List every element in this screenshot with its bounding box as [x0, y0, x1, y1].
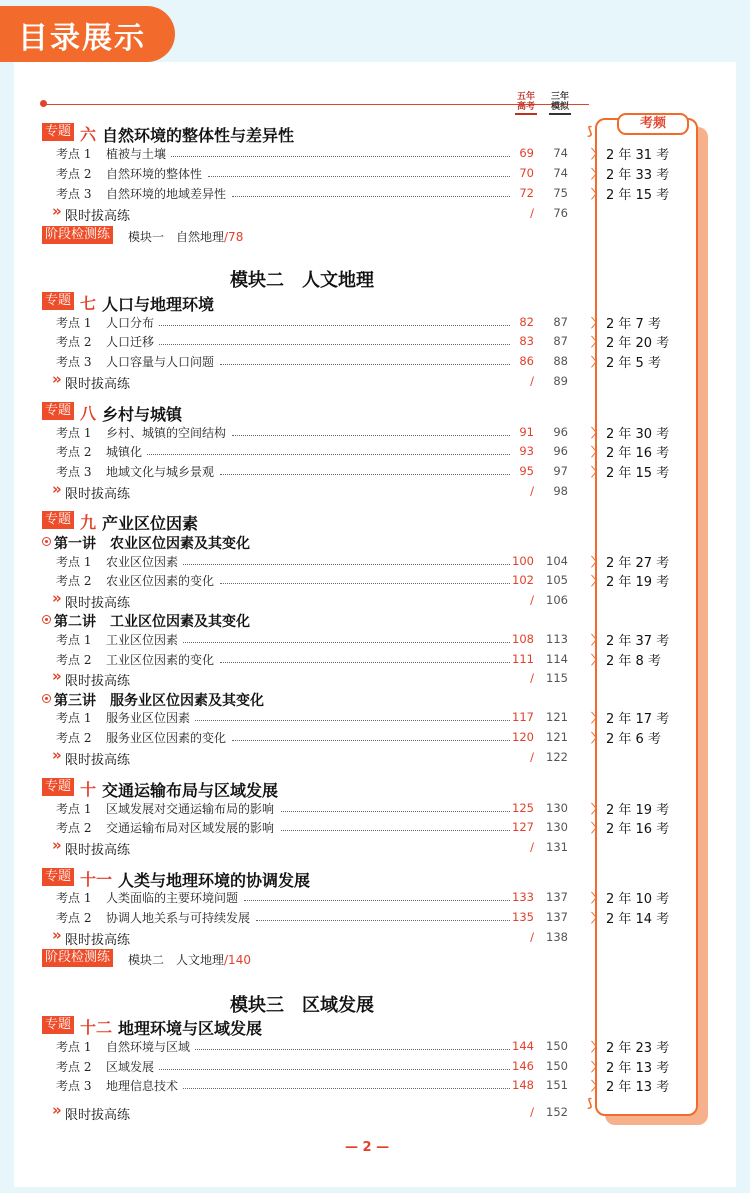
practice-label[interactable]: 限时拔高练 [65, 933, 131, 948]
five-year-page: / [530, 750, 534, 764]
leader-dots [220, 474, 510, 475]
leader-dots [281, 830, 510, 831]
three-year-page[interactable]: 138 [546, 930, 568, 944]
chapter-number: 十二 [80, 1018, 113, 1037]
topic-label: 考点 3 [56, 187, 92, 201]
leader-dots [220, 583, 510, 584]
frequency-count: 2 年 13 考 [606, 1061, 670, 1076]
freq-arrow-icon: 〉 [591, 802, 604, 816]
practice-label[interactable]: 限时拔高练 [65, 843, 131, 858]
topic-label: 考点 1 [56, 1040, 92, 1054]
frequency-count: 2 年 19 考 [606, 803, 670, 818]
practice-label[interactable]: 限时拔高练 [65, 1108, 131, 1123]
three-year-page[interactable]: 87 [553, 334, 568, 348]
practice-label[interactable]: 限时拔高练 [65, 674, 131, 689]
stage-test[interactable] [128, 228, 243, 245]
topic-name[interactable]: 交通运输布局对区域发展的影响 [106, 821, 275, 835]
frequency-count: 2 年 7 考 [606, 317, 661, 332]
topic-name[interactable]: 自然环境的整体性 [106, 167, 203, 181]
double-arrow-icon: » [52, 589, 62, 607]
chapter-badge-label: 专题 [45, 1017, 72, 1032]
five-year-page[interactable]: 95 [519, 464, 534, 478]
chapter-badge [42, 292, 74, 310]
three-year-page[interactable]: 88 [553, 354, 568, 368]
frequency-count: 2 年 15 考 [606, 188, 670, 203]
leader-dots [159, 1069, 510, 1070]
freq-arrow-icon: 〉 [591, 316, 604, 330]
chapter-number: 六 [80, 125, 97, 144]
five-year-page: / [530, 593, 534, 607]
frequency-count: 2 年 16 考 [606, 822, 670, 837]
three-year-page[interactable]: 96 [553, 425, 568, 439]
topic-name[interactable]: 自然环境与区域 [106, 1040, 191, 1054]
three-year-page[interactable]: 121 [546, 730, 568, 744]
topic-name[interactable]: 人口容量与人口问题 [106, 355, 215, 369]
ring-hook-bottom: ⟆ [587, 1096, 593, 1110]
five-year-column-header: 五年高考 [515, 92, 537, 115]
five-year-page[interactable]: 93 [519, 444, 534, 458]
frequency-count: 2 年 33 考 [606, 168, 670, 183]
leader-dots [195, 720, 510, 721]
topic-label: 考点 2 [56, 653, 92, 667]
leader-dots [232, 740, 510, 741]
topic-name[interactable]: 服务业区位因素 [106, 711, 191, 725]
five-year-page[interactable]: 100 [512, 554, 534, 568]
chapter-title[interactable]: 地理环境与区域发展 [118, 1019, 263, 1038]
topic-name[interactable]: 人口分布 [106, 316, 155, 330]
topic-label: 考点 2 [56, 1060, 92, 1074]
top-rule [44, 104, 589, 105]
leader-dots [232, 435, 510, 436]
five-year-page[interactable]: 108 [512, 632, 534, 646]
five-year-page[interactable]: 146 [512, 1059, 534, 1073]
leader-dots [183, 564, 510, 565]
double-arrow-icon: » [52, 836, 62, 854]
stage-test-text: 模块一 自然地理 [128, 230, 225, 244]
leader-dots [208, 176, 510, 177]
freq-arrow-icon: 〉 [591, 711, 604, 725]
freq-arrow-icon: 〉 [591, 335, 604, 349]
frequency-count: 2 年 27 考 [606, 556, 670, 571]
topic-name[interactable]: 协调人地关系与可持续发展 [106, 911, 251, 925]
five-year-page[interactable]: 148 [512, 1078, 534, 1092]
topic-label: 考点 2 [56, 445, 92, 459]
ring-hook-top: ⟆ [587, 124, 593, 138]
five-year-page: / [530, 930, 534, 944]
module-heading: 模块三 区域发展 [230, 995, 374, 1016]
three-year-page[interactable]: 89 [553, 374, 568, 388]
practice-label[interactable]: 限时拔高练 [65, 753, 131, 768]
freq-arrow-icon: 〉 [591, 555, 604, 569]
lecture-bullet-icon [42, 537, 51, 546]
chapter-number: 九 [80, 513, 97, 532]
freq-arrow-icon: 〉 [591, 1060, 604, 1074]
topic-label: 考点 2 [56, 167, 92, 181]
three-year-page[interactable]: 104 [546, 554, 568, 568]
chapter-badge-label: 专题 [45, 512, 72, 527]
five-year-page[interactable]: 83 [519, 334, 534, 348]
topic-name[interactable]: 区域发展 [106, 1060, 155, 1074]
double-arrow-icon: » [52, 370, 62, 388]
frequency-count: 2 年 19 考 [606, 575, 670, 590]
chapter-badge-label: 专题 [45, 869, 72, 884]
leader-dots [281, 811, 510, 812]
three-year-page[interactable]: 150 [546, 1039, 568, 1053]
three-year-page[interactable]: 121 [546, 710, 568, 724]
freq-arrow-icon: 〉 [591, 574, 604, 588]
topic-label: 考点 2 [56, 911, 92, 925]
topic-label: 考点 1 [56, 711, 92, 725]
frequency-count: 2 年 30 考 [606, 427, 670, 442]
frequency-count: 2 年 20 考 [606, 336, 670, 351]
five-year-page: / [530, 840, 534, 854]
topic-name[interactable]: 人类面临的主要环境问题 [106, 891, 239, 905]
three-year-page[interactable]: 152 [546, 1105, 568, 1119]
five-year-page[interactable]: 82 [519, 315, 534, 329]
frequency-panel [595, 118, 698, 1116]
three-year-page[interactable]: 137 [546, 910, 568, 924]
topic-name[interactable]: 植被与土壤 [106, 147, 167, 161]
five-year-page[interactable]: 117 [512, 710, 534, 724]
three-year-page[interactable]: 130 [546, 801, 568, 815]
three-year-page[interactable]: 131 [546, 840, 568, 854]
chapter-number: 十一 [80, 870, 113, 889]
practice-label[interactable]: 限时拔高练 [65, 487, 131, 502]
five-year-page[interactable]: 72 [519, 186, 534, 200]
chapter-badge [42, 1016, 74, 1034]
three-year-page[interactable]: 87 [553, 315, 568, 329]
topic-label: 考点 2 [56, 821, 92, 835]
leader-dots [220, 364, 510, 365]
double-arrow-icon: » [52, 202, 62, 220]
practice-label[interactable]: 限时拔高练 [65, 596, 131, 611]
frequency-count: 2 年 23 考 [606, 1041, 670, 1056]
leader-dots [183, 1088, 510, 1089]
double-arrow-icon: » [52, 926, 62, 944]
topic-name[interactable]: 工业区位因素 [106, 633, 179, 647]
stage-test-page: /78 [224, 230, 244, 244]
five-year-page[interactable]: 144 [512, 1039, 534, 1053]
three-year-column-header: 三年模拟 [549, 92, 571, 115]
topic-label: 考点 1 [56, 891, 92, 905]
five-year-page[interactable]: 135 [512, 910, 534, 924]
chapter-title[interactable]: 人口与地理环境 [102, 295, 215, 314]
five-year-page[interactable]: 69 [519, 146, 534, 160]
freq-arrow-icon: 〉 [591, 911, 604, 925]
freq-arrow-icon: 〉 [591, 187, 604, 201]
three-year-page[interactable]: 151 [546, 1078, 568, 1092]
topic-name[interactable]: 服务业区位因素的变化 [106, 731, 227, 745]
frequency-count: 2 年 31 考 [606, 148, 670, 163]
five-year-page[interactable]: 127 [512, 820, 534, 834]
practice-label[interactable]: 限时拔高练 [65, 377, 131, 392]
chapter-badge-label: 专题 [45, 403, 72, 418]
chapter-title[interactable]: 产业区位因素 [102, 514, 199, 533]
freq-arrow-icon: 〉 [591, 147, 604, 161]
frequency-count: 2 年 5 考 [606, 356, 661, 371]
frequency-count: 2 年 6 考 [606, 732, 661, 747]
leader-dots [159, 344, 510, 345]
three-year-page[interactable]: 97 [553, 464, 568, 478]
chapter-number: 八 [80, 404, 97, 423]
leader-dots [256, 920, 510, 921]
freq-arrow-icon: 〉 [591, 633, 604, 647]
frequency-count: 2 年 8 考 [606, 654, 661, 669]
frequency-count: 2 年 15 考 [606, 466, 670, 481]
three-year-page[interactable]: 114 [546, 652, 568, 666]
lecture-bullet-icon [42, 615, 51, 624]
stage-test-badge: 阶段检测练 [42, 949, 113, 967]
topic-name[interactable]: 城镇化 [106, 445, 143, 459]
three-year-page[interactable]: 130 [546, 820, 568, 834]
three-year-page[interactable]: 137 [546, 890, 568, 904]
topic-name[interactable]: 地理信息技术 [106, 1079, 179, 1093]
three-year-page[interactable]: 150 [546, 1059, 568, 1073]
freq-arrow-icon: 〉 [591, 355, 604, 369]
topic-name[interactable]: 自然环境的地域差异性 [106, 187, 227, 201]
chapter-badge-label: 专题 [45, 124, 72, 139]
topic-label: 考点 1 [56, 633, 92, 647]
topic-label: 考点 2 [56, 574, 92, 588]
leader-dots [147, 454, 510, 455]
freq-arrow-icon: 〉 [591, 1040, 604, 1054]
frequency-count: 2 年 37 考 [606, 634, 670, 649]
three-year-page[interactable]: 105 [546, 573, 568, 587]
frequency-tab: 考频 [617, 113, 689, 135]
chapter-badge [42, 868, 74, 886]
five-year-page[interactable]: 70 [519, 166, 534, 180]
chapter-number: 七 [80, 294, 97, 313]
freq-arrow-icon: 〉 [591, 465, 604, 479]
lecture-bullet-icon [42, 694, 51, 703]
topic-label: 考点 1 [56, 555, 92, 569]
chapter-title[interactable]: 乡村与城镇 [102, 405, 183, 424]
three-year-page[interactable]: 74 [553, 166, 568, 180]
topic-label: 考点 1 [56, 316, 92, 330]
three-year-page[interactable]: 96 [553, 444, 568, 458]
five-year-page: / [530, 484, 534, 498]
topic-label: 考点 3 [56, 1079, 92, 1093]
five-year-page[interactable]: 102 [512, 573, 534, 587]
three-year-page[interactable]: 98 [553, 484, 568, 498]
topic-label: 考点 3 [56, 465, 92, 479]
chapter-title[interactable]: 自然环境的整体性与差异性 [102, 126, 295, 145]
freq-arrow-icon: 〉 [591, 426, 604, 440]
topic-label: 考点 2 [56, 335, 92, 349]
topic-label: 考点 1 [56, 147, 92, 161]
chapter-badge [42, 402, 74, 420]
freq-arrow-icon: 〉 [591, 891, 604, 905]
lecture-title[interactable]: 第三讲 服务业区位因素及其变化 [54, 693, 264, 709]
freq-arrow-icon: 〉 [591, 445, 604, 459]
leader-dots [171, 156, 510, 157]
three-year-page[interactable]: 75 [553, 186, 568, 200]
five-year-page: / [530, 1105, 534, 1119]
leader-dots [244, 900, 510, 901]
stage-test-text: 模块二 人文地理 [128, 953, 225, 967]
freq-arrow-icon: 〉 [591, 167, 604, 181]
lecture-title[interactable]: 第二讲 工业区位因素及其变化 [54, 614, 250, 630]
chapter-number: 十 [80, 780, 97, 799]
leader-dots [232, 196, 510, 197]
chapter-badge-label: 专题 [45, 293, 72, 308]
three-year-page[interactable]: 106 [546, 593, 568, 607]
three-year-page[interactable]: 74 [553, 146, 568, 160]
double-arrow-icon: » [52, 1101, 62, 1119]
double-arrow-icon: » [52, 746, 62, 764]
topic-name[interactable]: 地域文化与城乡景观 [106, 465, 215, 479]
three-year-page[interactable]: 115 [546, 671, 568, 685]
topic-label: 考点 1 [56, 426, 92, 440]
double-arrow-icon: » [52, 480, 62, 498]
three-year-page[interactable]: 76 [553, 206, 568, 220]
topic-label: 考点 1 [56, 802, 92, 816]
leader-dots [183, 642, 510, 643]
topic-name[interactable]: 农业区位因素的变化 [106, 574, 215, 588]
chapter-badge [42, 511, 74, 529]
freq-arrow-icon: 〉 [591, 1079, 604, 1093]
topic-name[interactable]: 乡村、城镇的空间结构 [106, 426, 227, 440]
three-year-page[interactable]: 122 [546, 750, 568, 764]
five-year-page[interactable]: 120 [512, 730, 534, 744]
chapter-title[interactable]: 交通运输布局与区域发展 [102, 781, 279, 800]
five-year-page[interactable]: 91 [519, 425, 534, 439]
leader-dots [195, 1049, 510, 1050]
stage-test-page: /140 [224, 953, 251, 967]
page-number: — 2 — [345, 1140, 390, 1155]
five-year-page[interactable]: 133 [512, 890, 534, 904]
frequency-count: 2 年 13 考 [606, 1080, 670, 1095]
five-year-page: / [530, 206, 534, 220]
three-year-page[interactable]: 113 [546, 632, 568, 646]
frequency-count: 2 年 16 考 [606, 446, 670, 461]
freq-arrow-icon: 〉 [591, 653, 604, 667]
page-title: 目录展示 [18, 21, 146, 56]
five-year-page[interactable]: 86 [519, 354, 534, 368]
chapter-badge [42, 123, 74, 141]
topic-name[interactable]: 工业区位因素的变化 [106, 653, 215, 667]
double-arrow-icon: » [52, 667, 62, 685]
five-year-page[interactable]: 111 [512, 652, 534, 666]
frequency-count: 2 年 10 考 [606, 892, 670, 907]
leader-dots [220, 662, 510, 663]
topic-name[interactable]: 人口迁移 [106, 335, 155, 349]
chapter-title[interactable]: 人类与地理环境的协调发展 [118, 871, 311, 890]
module-heading: 模块二 人文地理 [230, 270, 374, 291]
leader-dots [159, 325, 510, 326]
five-year-page[interactable]: 125 [512, 801, 534, 815]
topic-label: 考点 2 [56, 731, 92, 745]
topic-name[interactable]: 农业区位因素 [106, 555, 179, 569]
freq-arrow-icon: 〉 [591, 731, 604, 745]
frequency-count: 2 年 14 考 [606, 912, 670, 927]
lecture-title[interactable]: 第一讲 农业区位因素及其变化 [54, 536, 250, 552]
practice-label[interactable]: 限时拔高练 [65, 209, 131, 224]
five-year-page: / [530, 671, 534, 685]
frequency-count: 2 年 17 考 [606, 712, 670, 727]
chapter-badge-label: 专题 [45, 779, 72, 794]
stage-test[interactable] [128, 951, 251, 968]
topic-name[interactable]: 区域发展对交通运输布局的影响 [106, 802, 275, 816]
freq-arrow-icon: 〉 [591, 821, 604, 835]
topic-label: 考点 3 [56, 355, 92, 369]
five-year-page: / [530, 374, 534, 388]
stage-test-badge: 阶段检测练 [42, 226, 113, 244]
chapter-badge [42, 778, 74, 796]
